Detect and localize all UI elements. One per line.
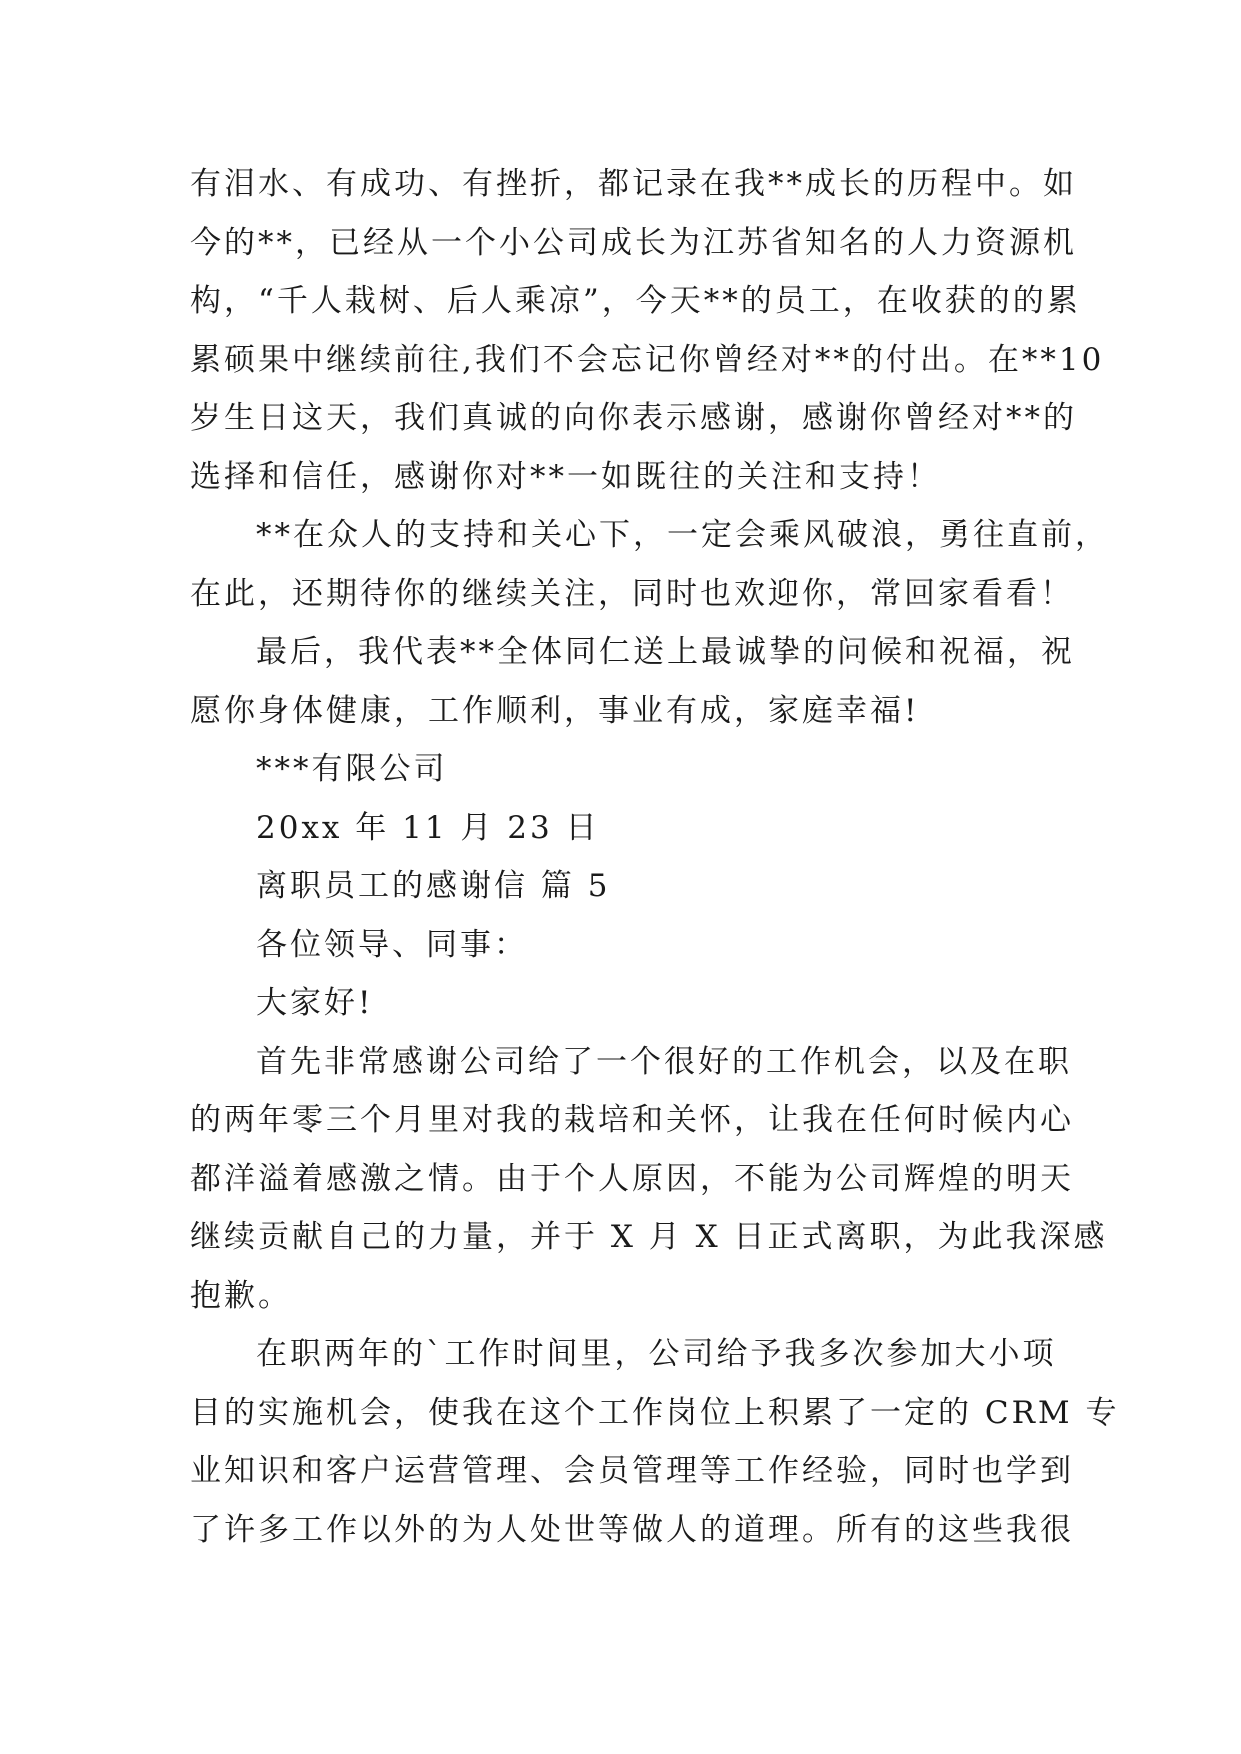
paragraph — [190, 1033, 1108, 1326]
text-line: 岁生日这天，我们真诚的向你表示感谢，感谢你曾经对**的 — [190, 400, 1077, 436]
text-line: 抱歉。 — [190, 1277, 292, 1314]
paragraph — [190, 623, 1075, 740]
paragraph — [190, 1325, 1120, 1559]
greeting: 大家好! — [256, 985, 374, 1021]
text-line: 有泪水、有成功、有挫折，都记录在我**成长的历程中。如 — [190, 166, 1077, 202]
text-line: **在众人的支持和关心下，一定会乘风破浪，勇往直前， — [256, 517, 1109, 553]
text-line: 目的实施机会，使我在这个工作岗位上积累了一定的 CRM 专 — [190, 1394, 1120, 1431]
text-line: 了许多工作以外的为人处世等做人的道理。所有的这些我很 — [190, 1511, 1074, 1548]
document-body — [190, 155, 1120, 1559]
text-line: 都洋溢着感激之情。由于个人原因，不能为公司辉煌的明天 — [190, 1160, 1074, 1197]
text-line: 构，“千人栽树、后人乘凉”，今天**的员工，在收获的的累 — [190, 283, 1081, 319]
text-line: 的两年零三个月里对我的栽培和关怀，让我在任何时候内心 — [190, 1102, 1074, 1138]
text-line: 最后，我代表**全体同仁送上最诚挚的问候和祝福，祝 — [256, 634, 1075, 670]
company-signature: ***有限公司 — [256, 751, 448, 787]
section-title: 离职员工的感谢信 篇 5 — [256, 868, 611, 904]
text-line: 在此，还期待你的继续关注，同时也欢迎你，常回家看看！ — [190, 575, 1074, 612]
salutation: 各位领导、同事： — [256, 926, 528, 963]
text-line: 首先非常感谢公司给了一个很好的工作机会，以及在职 — [256, 1043, 1072, 1080]
text-line: 累硕果中继续前往,我们不会忘记你曾经对**的付出。在**10 — [190, 341, 1105, 378]
letter-date: 20xx 年 11 月 23 日 — [256, 809, 600, 846]
paragraph — [190, 155, 1105, 506]
text-line: 愿你身体健康，工作顺利，事业有成，家庭幸福! — [190, 692, 920, 729]
text-line: 业知识和客户运营管理、会员管理等工作经验，同时也学到 — [190, 1453, 1074, 1489]
text-line: 今的**，已经从一个小公司成长为江苏省知名的人力资源机 — [190, 224, 1077, 261]
text-line: 在职两年的`工作时间里，公司给予我多次参加大小项 — [256, 1336, 1057, 1372]
text-line: 选择和信任，感谢你对**一如既往的关注和支持！ — [190, 458, 941, 495]
paragraph — [190, 506, 1109, 623]
text-line: 继续贡献自己的力量，并于 X 月 X 日正式离职，为此我深感 — [190, 1219, 1108, 1255]
